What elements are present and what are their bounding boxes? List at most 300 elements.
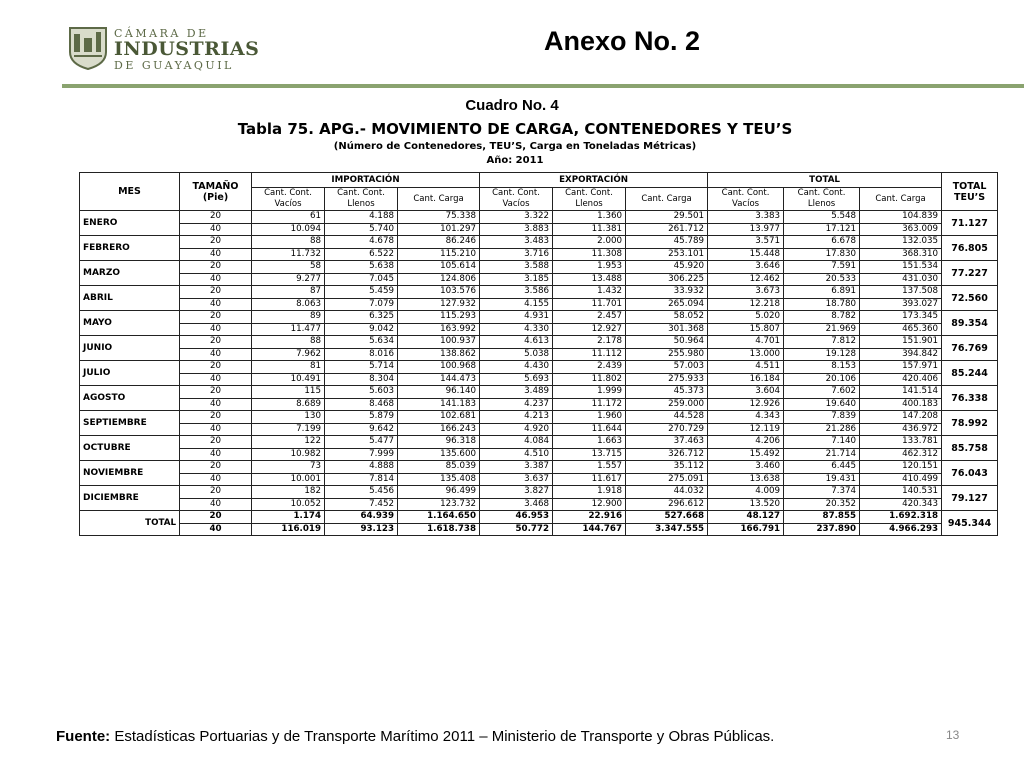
- value-cell: 46.953: [480, 511, 553, 524]
- month-name: MARZO: [80, 261, 180, 286]
- table-row: [80, 311, 998, 324]
- value-cell: 8.689: [252, 398, 325, 411]
- value-cell: 11.308: [553, 248, 626, 261]
- value-cell: 8.304: [325, 373, 398, 386]
- value-cell: 3.586: [480, 286, 553, 299]
- month-name: JULIO: [80, 361, 180, 386]
- size-cell: 20: [180, 461, 252, 474]
- size-cell: 40: [180, 498, 252, 511]
- value-cell: 4.701: [708, 336, 784, 349]
- chamber-logo: [68, 26, 260, 74]
- size-cell: 40: [180, 448, 252, 461]
- value-cell: 6.678: [784, 236, 860, 249]
- value-cell: 1.960: [553, 411, 626, 424]
- value-cell: 3.468: [480, 498, 553, 511]
- table-row: [80, 473, 998, 486]
- value-cell: 12.927: [553, 323, 626, 336]
- value-cell: 3.185: [480, 273, 553, 286]
- value-cell: 7.140: [784, 436, 860, 449]
- value-cell: 3.883: [480, 223, 553, 236]
- teus-cell: 76.338: [942, 386, 998, 411]
- value-cell: 3.483: [480, 236, 553, 249]
- value-cell: 151.534: [860, 261, 942, 274]
- value-cell: 1.164.650: [398, 511, 480, 524]
- value-cell: 1.918: [553, 486, 626, 499]
- value-cell: 253.101: [626, 248, 708, 261]
- value-cell: 96.318: [398, 436, 480, 449]
- value-cell: 105.614: [398, 261, 480, 274]
- value-cell: 13.977: [708, 223, 784, 236]
- value-cell: 12.119: [708, 423, 784, 436]
- size-cell: 40: [180, 398, 252, 411]
- value-cell: 104.839: [860, 211, 942, 224]
- value-cell: 45.789: [626, 236, 708, 249]
- month-name: JUNIO: [80, 336, 180, 361]
- value-cell: 4.511: [708, 361, 784, 374]
- value-cell: 100.968: [398, 361, 480, 374]
- value-cell: 11.381: [553, 223, 626, 236]
- header-total-teus: TOTAL TEU’S: [942, 173, 998, 211]
- value-cell: 12.926: [708, 398, 784, 411]
- header-tot-llenos: Cant. Cont. Llenos: [784, 188, 860, 211]
- value-cell: 4.009: [708, 486, 784, 499]
- value-cell: 8.782: [784, 311, 860, 324]
- value-cell: 11.617: [553, 473, 626, 486]
- size-cell: 20: [180, 261, 252, 274]
- value-cell: 13.638: [708, 473, 784, 486]
- value-cell: 85.039: [398, 461, 480, 474]
- value-cell: 3.827: [480, 486, 553, 499]
- value-cell: 4.888: [325, 461, 398, 474]
- table-description: (Número de Contenedores, TEU’S, Carga en Toneladas Métricas): [333, 141, 697, 152]
- value-cell: 3.646: [708, 261, 784, 274]
- size-cell: 20: [180, 486, 252, 499]
- value-cell: 12.218: [708, 298, 784, 311]
- value-cell: 7.839: [784, 411, 860, 424]
- value-cell: 5.879: [325, 411, 398, 424]
- value-cell: 81: [252, 361, 325, 374]
- value-cell: 2.000: [553, 236, 626, 249]
- value-cell: 19.431: [784, 473, 860, 486]
- value-cell: 237.890: [784, 523, 860, 536]
- value-cell: 3.716: [480, 248, 553, 261]
- table-row: [80, 248, 998, 261]
- value-cell: 1.999: [553, 386, 626, 399]
- value-cell: 8.153: [784, 361, 860, 374]
- value-cell: 138.862: [398, 348, 480, 361]
- value-cell: 400.183: [860, 398, 942, 411]
- source-text: Estadísticas Portuarias y de Transporte Marítimo 2011 – Ministerio de Transporte y Obras Públicas.: [110, 728, 775, 745]
- table-row: [80, 236, 998, 249]
- table-row: [80, 448, 998, 461]
- value-cell: 9.042: [325, 323, 398, 336]
- value-cell: 57.003: [626, 361, 708, 374]
- teus-cell: 76.769: [942, 336, 998, 361]
- value-cell: 124.806: [398, 273, 480, 286]
- value-cell: 15.492: [708, 448, 784, 461]
- size-cell: 20: [180, 386, 252, 399]
- value-cell: 166.243: [398, 423, 480, 436]
- header-tot-vacios: Cant. Cont. Vacíos: [708, 188, 784, 211]
- value-cell: 22.916: [553, 511, 626, 524]
- value-cell: 11.172: [553, 398, 626, 411]
- month-name: ENERO: [80, 211, 180, 236]
- size-cell: 20: [180, 411, 252, 424]
- value-cell: 16.184: [708, 373, 784, 386]
- value-cell: 10.491: [252, 373, 325, 386]
- value-cell: 2.439: [553, 361, 626, 374]
- table-title: Tabla 75. APG.- MOVIMIENTO DE CARGA, CONTENEDORES Y TEU’S: [237, 120, 793, 138]
- teus-cell: 85.244: [942, 361, 998, 386]
- value-cell: 4.920: [480, 423, 553, 436]
- value-cell: 11.802: [553, 373, 626, 386]
- month-name: OCTUBRE: [80, 436, 180, 461]
- size-cell: 20: [180, 286, 252, 299]
- table-row: [80, 511, 998, 524]
- value-cell: 123.732: [398, 498, 480, 511]
- header-total: TOTAL: [708, 173, 942, 188]
- value-cell: 3.460: [708, 461, 784, 474]
- value-cell: 1.432: [553, 286, 626, 299]
- value-cell: 3.387: [480, 461, 553, 474]
- value-cell: 133.781: [860, 436, 942, 449]
- value-cell: 11.701: [553, 298, 626, 311]
- header-tamano: TAMAÑO (Pie): [180, 173, 252, 211]
- value-cell: 7.199: [252, 423, 325, 436]
- value-cell: 61: [252, 211, 325, 224]
- value-cell: 13.000: [708, 348, 784, 361]
- value-cell: 10.094: [252, 223, 325, 236]
- value-cell: 306.225: [626, 273, 708, 286]
- value-cell: 45.373: [626, 386, 708, 399]
- value-cell: 137.508: [860, 286, 942, 299]
- value-cell: 35.112: [626, 461, 708, 474]
- value-cell: 10.001: [252, 473, 325, 486]
- value-cell: 29.501: [626, 211, 708, 224]
- logo-line-1: CÁMARA DE: [114, 27, 209, 40]
- value-cell: 3.347.555: [626, 523, 708, 536]
- size-cell: 40: [180, 273, 252, 286]
- value-cell: 265.094: [626, 298, 708, 311]
- value-cell: 1.692.318: [860, 511, 942, 524]
- value-cell: 15.807: [708, 323, 784, 336]
- size-cell: 20: [180, 361, 252, 374]
- value-cell: 5.693: [480, 373, 553, 386]
- value-cell: 4.213: [480, 411, 553, 424]
- table-row: [80, 486, 998, 499]
- value-cell: 89: [252, 311, 325, 324]
- value-cell: 5.459: [325, 286, 398, 299]
- value-cell: 48.127: [708, 511, 784, 524]
- value-cell: 431.030: [860, 273, 942, 286]
- value-cell: 7.045: [325, 273, 398, 286]
- table-row: [80, 286, 998, 299]
- value-cell: 135.408: [398, 473, 480, 486]
- value-cell: 96.140: [398, 386, 480, 399]
- table-row: [80, 436, 998, 449]
- table-row: [80, 461, 998, 474]
- value-cell: 130: [252, 411, 325, 424]
- header-rule: [62, 84, 1024, 88]
- value-cell: 96.499: [398, 486, 480, 499]
- month-name: MAYO: [80, 311, 180, 336]
- value-cell: 20.533: [784, 273, 860, 286]
- value-cell: 3.322: [480, 211, 553, 224]
- value-cell: 3.604: [708, 386, 784, 399]
- size-cell: 40: [180, 298, 252, 311]
- value-cell: 7.812: [784, 336, 860, 349]
- value-cell: 420.406: [860, 373, 942, 386]
- value-cell: 5.638: [325, 261, 398, 274]
- value-cell: 182: [252, 486, 325, 499]
- page-number: 13: [946, 728, 960, 742]
- value-cell: 1.174: [252, 511, 325, 524]
- value-cell: 87.855: [784, 511, 860, 524]
- value-cell: 5.456: [325, 486, 398, 499]
- value-cell: 17.830: [784, 248, 860, 261]
- value-cell: 7.452: [325, 498, 398, 511]
- value-cell: 166.791: [708, 523, 784, 536]
- month-name: TOTAL: [80, 511, 180, 536]
- value-cell: 13.520: [708, 498, 784, 511]
- value-cell: 5.740: [325, 223, 398, 236]
- value-cell: 7.079: [325, 298, 398, 311]
- value-cell: 301.368: [626, 323, 708, 336]
- value-cell: 6.891: [784, 286, 860, 299]
- value-cell: 50.772: [480, 523, 553, 536]
- value-cell: 462.312: [860, 448, 942, 461]
- size-cell: 40: [180, 373, 252, 386]
- value-cell: 163.992: [398, 323, 480, 336]
- value-cell: 157.971: [860, 361, 942, 374]
- table-row: [80, 386, 998, 399]
- value-cell: 58: [252, 261, 325, 274]
- value-cell: 116.019: [252, 523, 325, 536]
- value-cell: 20.352: [784, 498, 860, 511]
- value-cell: 15.448: [708, 248, 784, 261]
- value-cell: 45.920: [626, 261, 708, 274]
- value-cell: 410.499: [860, 473, 942, 486]
- header-imp-vacios: Cant. Cont. Vacíos: [252, 188, 325, 211]
- value-cell: 127.932: [398, 298, 480, 311]
- value-cell: 120.151: [860, 461, 942, 474]
- value-cell: 13.715: [553, 448, 626, 461]
- table-year: Año: 2011: [486, 155, 544, 166]
- value-cell: 363.009: [860, 223, 942, 236]
- value-cell: 2.178: [553, 336, 626, 349]
- table-row: [80, 211, 998, 224]
- header-exp-vacios: Cant. Cont. Vacíos: [480, 188, 553, 211]
- size-cell: 40: [180, 523, 252, 536]
- value-cell: 33.932: [626, 286, 708, 299]
- month-name: SEPTIEMBRE: [80, 411, 180, 436]
- table-row: [80, 223, 998, 236]
- teus-cell: 72.560: [942, 286, 998, 311]
- value-cell: 3.571: [708, 236, 784, 249]
- size-cell: 40: [180, 323, 252, 336]
- header-imp-llenos: Cant. Cont. Llenos: [325, 188, 398, 211]
- value-cell: 6.325: [325, 311, 398, 324]
- value-cell: 10.052: [252, 498, 325, 511]
- value-cell: 4.966.293: [860, 523, 942, 536]
- teus-cell: 79.127: [942, 486, 998, 511]
- table-row: [80, 373, 998, 386]
- value-cell: 4.510: [480, 448, 553, 461]
- table-row: [80, 361, 998, 374]
- value-cell: 86.246: [398, 236, 480, 249]
- size-cell: 20: [180, 436, 252, 449]
- value-cell: 10.982: [252, 448, 325, 461]
- month-name: FEBRERO: [80, 236, 180, 261]
- value-cell: 1.663: [553, 436, 626, 449]
- value-cell: 6.445: [784, 461, 860, 474]
- value-cell: 44.032: [626, 486, 708, 499]
- source-label: Fuente:: [56, 728, 111, 745]
- header-importacion: IMPORTACIÓN: [252, 173, 480, 188]
- table-row: [80, 348, 998, 361]
- value-cell: 527.668: [626, 511, 708, 524]
- value-cell: 436.972: [860, 423, 942, 436]
- value-cell: 296.612: [626, 498, 708, 511]
- size-cell: 20: [180, 311, 252, 324]
- chamber-shield-icon: [68, 26, 108, 70]
- value-cell: 4.155: [480, 298, 553, 311]
- value-cell: 1.618.738: [398, 523, 480, 536]
- value-cell: 5.020: [708, 311, 784, 324]
- teus-cell: 945.344: [942, 511, 998, 536]
- value-cell: 173.345: [860, 311, 942, 324]
- value-cell: 88: [252, 236, 325, 249]
- value-cell: 13.488: [553, 273, 626, 286]
- value-cell: 20.106: [784, 373, 860, 386]
- value-cell: 144.473: [398, 373, 480, 386]
- size-cell: 20: [180, 236, 252, 249]
- value-cell: 102.681: [398, 411, 480, 424]
- value-cell: 7.999: [325, 448, 398, 461]
- value-cell: 4.613: [480, 336, 553, 349]
- value-cell: 275.933: [626, 373, 708, 386]
- value-cell: 2.457: [553, 311, 626, 324]
- value-cell: 8.016: [325, 348, 398, 361]
- size-cell: 40: [180, 473, 252, 486]
- value-cell: 19.640: [784, 398, 860, 411]
- value-cell: 4.430: [480, 361, 553, 374]
- value-cell: 394.842: [860, 348, 942, 361]
- month-name: ABRIL: [80, 286, 180, 311]
- value-cell: 4.084: [480, 436, 553, 449]
- value-cell: 122: [252, 436, 325, 449]
- value-cell: 88: [252, 336, 325, 349]
- value-cell: 11.112: [553, 348, 626, 361]
- table-row: [80, 398, 998, 411]
- size-cell: 40: [180, 223, 252, 236]
- value-cell: 4.931: [480, 311, 553, 324]
- value-cell: 5.603: [325, 386, 398, 399]
- value-cell: 7.591: [784, 261, 860, 274]
- value-cell: 368.310: [860, 248, 942, 261]
- size-cell: 40: [180, 348, 252, 361]
- size-cell: 40: [180, 423, 252, 436]
- teus-cell: 89.354: [942, 311, 998, 336]
- value-cell: 9.642: [325, 423, 398, 436]
- value-cell: 12.900: [553, 498, 626, 511]
- value-cell: 141.183: [398, 398, 480, 411]
- value-cell: 4.206: [708, 436, 784, 449]
- value-cell: 101.297: [398, 223, 480, 236]
- value-cell: 5.714: [325, 361, 398, 374]
- value-cell: 7.602: [784, 386, 860, 399]
- value-cell: 73: [252, 461, 325, 474]
- value-cell: 11.644: [553, 423, 626, 436]
- teus-cell: 78.992: [942, 411, 998, 436]
- value-cell: 3.383: [708, 211, 784, 224]
- page-title: Anexo No. 2: [544, 26, 701, 56]
- value-cell: 135.600: [398, 448, 480, 461]
- value-cell: 393.027: [860, 298, 942, 311]
- table-caption: Cuadro No. 4: [465, 97, 559, 114]
- cargo-movement-table: [79, 172, 998, 536]
- value-cell: 115: [252, 386, 325, 399]
- value-cell: 21.969: [784, 323, 860, 336]
- value-cell: 465.360: [860, 323, 942, 336]
- value-cell: 8.063: [252, 298, 325, 311]
- table-body: [80, 211, 998, 536]
- header-tot-carga: Cant. Carga: [860, 188, 942, 211]
- value-cell: 141.514: [860, 386, 942, 399]
- value-cell: 93.123: [325, 523, 398, 536]
- value-cell: 6.522: [325, 248, 398, 261]
- value-cell: 259.000: [626, 398, 708, 411]
- value-cell: 58.052: [626, 311, 708, 324]
- value-cell: 75.338: [398, 211, 480, 224]
- value-cell: 21.286: [784, 423, 860, 436]
- header-mes: MES: [80, 173, 180, 211]
- value-cell: 12.462: [708, 273, 784, 286]
- value-cell: 132.035: [860, 236, 942, 249]
- size-cell: 40: [180, 248, 252, 261]
- value-cell: 4.188: [325, 211, 398, 224]
- table-row: [80, 498, 998, 511]
- header-exp-llenos: Cant. Cont. Llenos: [553, 188, 626, 211]
- value-cell: 115.293: [398, 311, 480, 324]
- table-row: [80, 423, 998, 436]
- logo-line-2: INDUSTRIAS: [114, 38, 260, 60]
- table-row: [80, 523, 998, 536]
- value-cell: 4.343: [708, 411, 784, 424]
- logo-line-3: DE GUAYAQUIL: [114, 59, 234, 72]
- table-row: [80, 261, 998, 274]
- value-cell: 326.712: [626, 448, 708, 461]
- value-cell: 1.557: [553, 461, 626, 474]
- table-row: [80, 411, 998, 424]
- value-cell: 115.210: [398, 248, 480, 261]
- value-cell: 100.937: [398, 336, 480, 349]
- size-cell: 20: [180, 511, 252, 524]
- value-cell: 1.953: [553, 261, 626, 274]
- value-cell: 3.637: [480, 473, 553, 486]
- value-cell: 7.962: [252, 348, 325, 361]
- teus-cell: 71.127: [942, 211, 998, 236]
- value-cell: 151.901: [860, 336, 942, 349]
- value-cell: 87: [252, 286, 325, 299]
- value-cell: 7.374: [784, 486, 860, 499]
- month-name: DICIEMBRE: [80, 486, 180, 511]
- value-cell: 3.588: [480, 261, 553, 274]
- header-imp-carga: Cant. Carga: [398, 188, 480, 211]
- table-row: [80, 298, 998, 311]
- value-cell: 5.548: [784, 211, 860, 224]
- value-cell: 3.673: [708, 286, 784, 299]
